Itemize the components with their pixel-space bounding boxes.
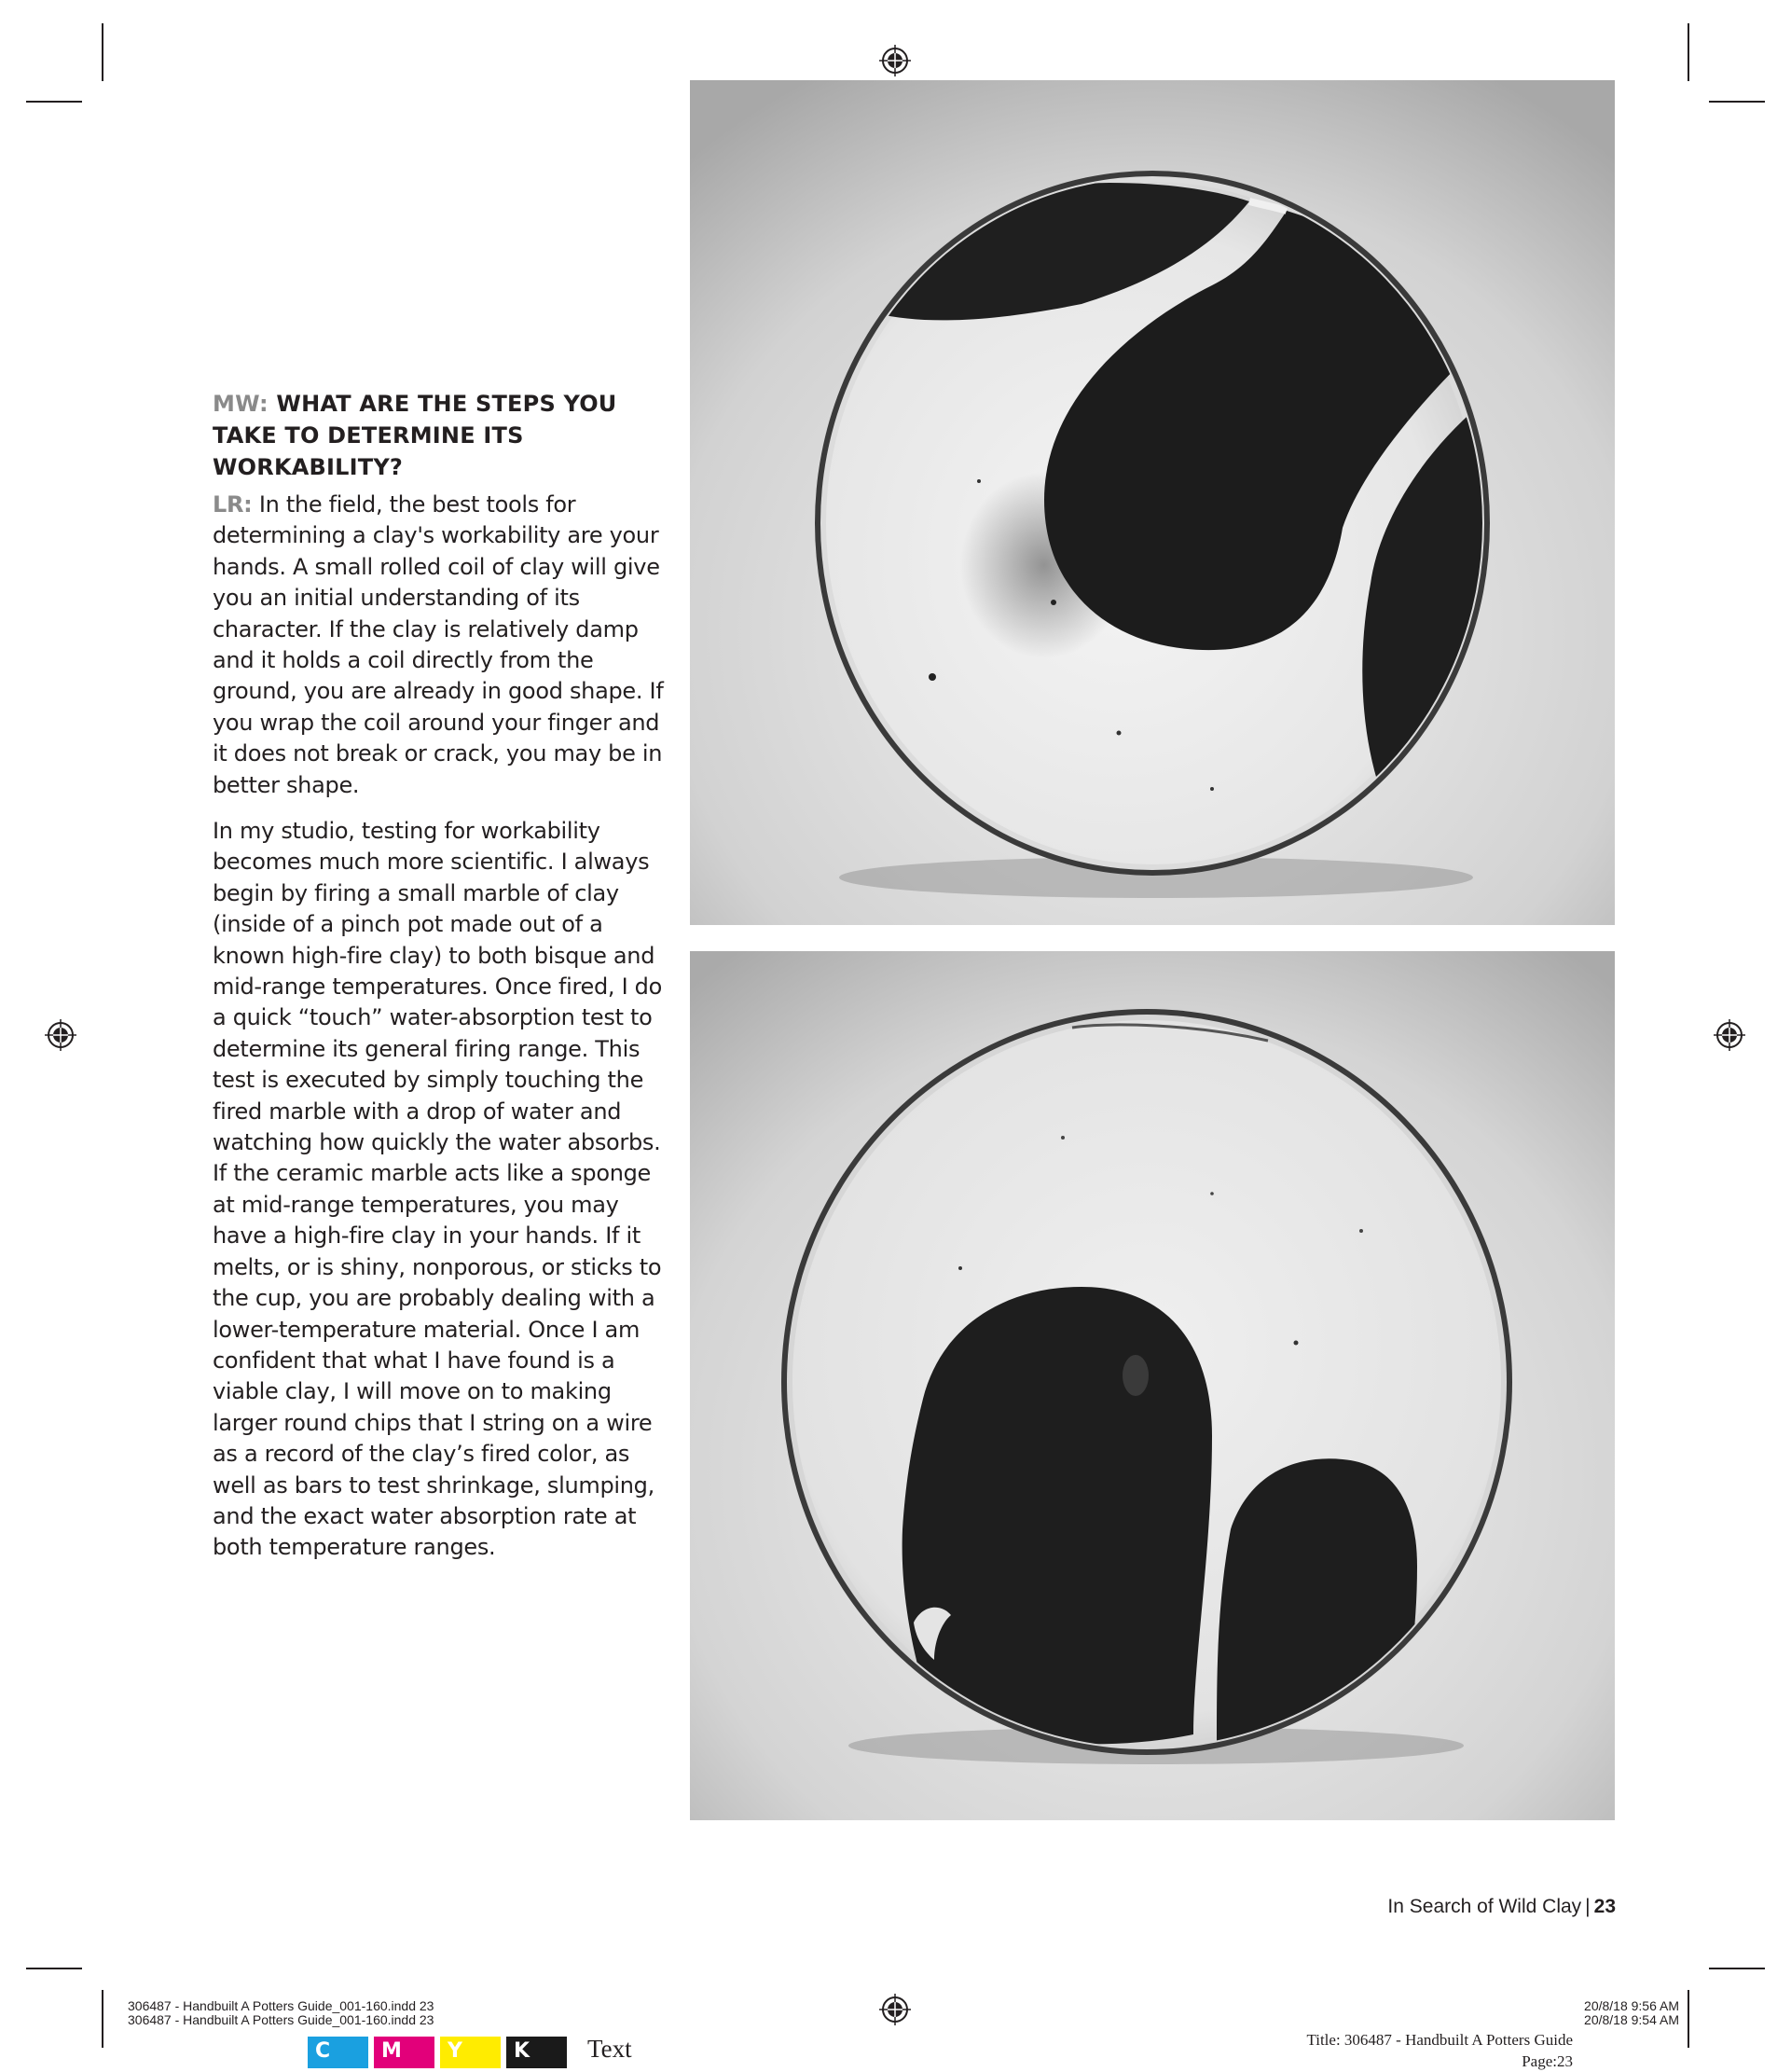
- running-footer: [1387, 1896, 1616, 1918]
- swatch-label: Y: [448, 2039, 462, 2063]
- answer-speaker: LR:: [213, 491, 253, 518]
- section-title: In Search of Wild Clay: [1387, 1896, 1582, 1917]
- slug-file-line: 306487 - Handbuilt A Potters Guide_001-160.indd 23: [128, 1998, 434, 2013]
- slug-left: [128, 1999, 434, 2027]
- question-speaker: MW:: [213, 391, 269, 417]
- magenta-swatch: [374, 2037, 434, 2068]
- registration-mark-icon: [1714, 1019, 1745, 1051]
- swatch-label: C: [315, 2039, 331, 2063]
- plate-photo-bottom: [690, 951, 1615, 1820]
- registration-mark-icon: [879, 1994, 911, 2025]
- crop-mark: [1688, 1990, 1689, 2048]
- crop-mark: [102, 23, 103, 81]
- black-swatch: [506, 2037, 567, 2068]
- registration-mark-icon: [879, 45, 911, 76]
- plate-page: Page:23: [1522, 2052, 1573, 2070]
- question-text: WHAT ARE THE STEPS YOU TAKE TO DETERMINE ITS WORKABILITY?: [213, 391, 617, 480]
- color-bar-text: Text: [587, 2035, 632, 2063]
- crop-mark: [26, 101, 82, 103]
- swatch-label: K: [514, 2039, 530, 2063]
- plate-title: Title: 306487 - Handbuilt A Potters Guide: [1306, 2031, 1573, 2049]
- slug-right: [1584, 1999, 1679, 2027]
- swatch-label: M: [381, 2039, 402, 2063]
- answer-paragraph: [213, 490, 679, 801]
- plate-info: [1306, 2029, 1573, 2072]
- crop-mark: [1709, 101, 1765, 103]
- cmyk-color-bar: [308, 2037, 572, 2068]
- cyan-swatch: [308, 2037, 368, 2068]
- crop-mark: [102, 1990, 103, 2048]
- answer-paragraph-2: In my studio, testing for workability becomes much more scientific. I always begin by firing a small marble of clay (inside of a pinch pot made out of a known high-fire clay) to both bisque and mid-range temperatures. Once fired, I do a quick “touch” water-absorption test to determine its general firing range. This test is executed by simply touching the fired marble with a drop of water and watching how quickly the water absorbs. If the ceramic marble acts like a sponge at mid-range temperatures, you may have a high-fire clay in your hands. If it melts, or is shiny, nonporous, or sticks to the cup, you are probably dealing with a lower-temperature material. Once I am confident that what I have found is a viable clay, I will move on to making larger round chips that I string on a wire as a record of the clay’s fired color, as well as bars to test shrinkage, slumping, and the exact water absorption rate at both temperature ranges.: [213, 818, 663, 1561]
- slug-date-line: 20/8/18 9:54 AM: [1584, 2012, 1679, 2027]
- slug-file-line: 306487 - Handbuilt A Potters Guide_001-160.indd 23: [128, 2012, 434, 2027]
- crop-mark: [26, 1968, 82, 1969]
- footer-separator: |: [1585, 1896, 1591, 1917]
- interview-question: [213, 388, 679, 483]
- answer-paragraph-1-text: In the field, the best tools for determining a clay's workability are your hands. A small rolled coil of clay will give you an initial understanding of its character. If the clay is relatively damp and it holds a coil directly from the ground, you are already in good shape. If you wrap the coil around your finger and it does not break or crack, you may be in better shape.: [213, 491, 664, 798]
- registration-mark-icon: [45, 1019, 76, 1051]
- page-number: 23: [1593, 1896, 1616, 1917]
- slug-date-line: 20/8/18 9:56 AM: [1584, 1998, 1679, 2013]
- crop-mark: [1688, 23, 1689, 81]
- crop-mark: [1709, 1968, 1765, 1969]
- plate-photo-top: [690, 80, 1615, 925]
- yellow-swatch: [440, 2037, 501, 2068]
